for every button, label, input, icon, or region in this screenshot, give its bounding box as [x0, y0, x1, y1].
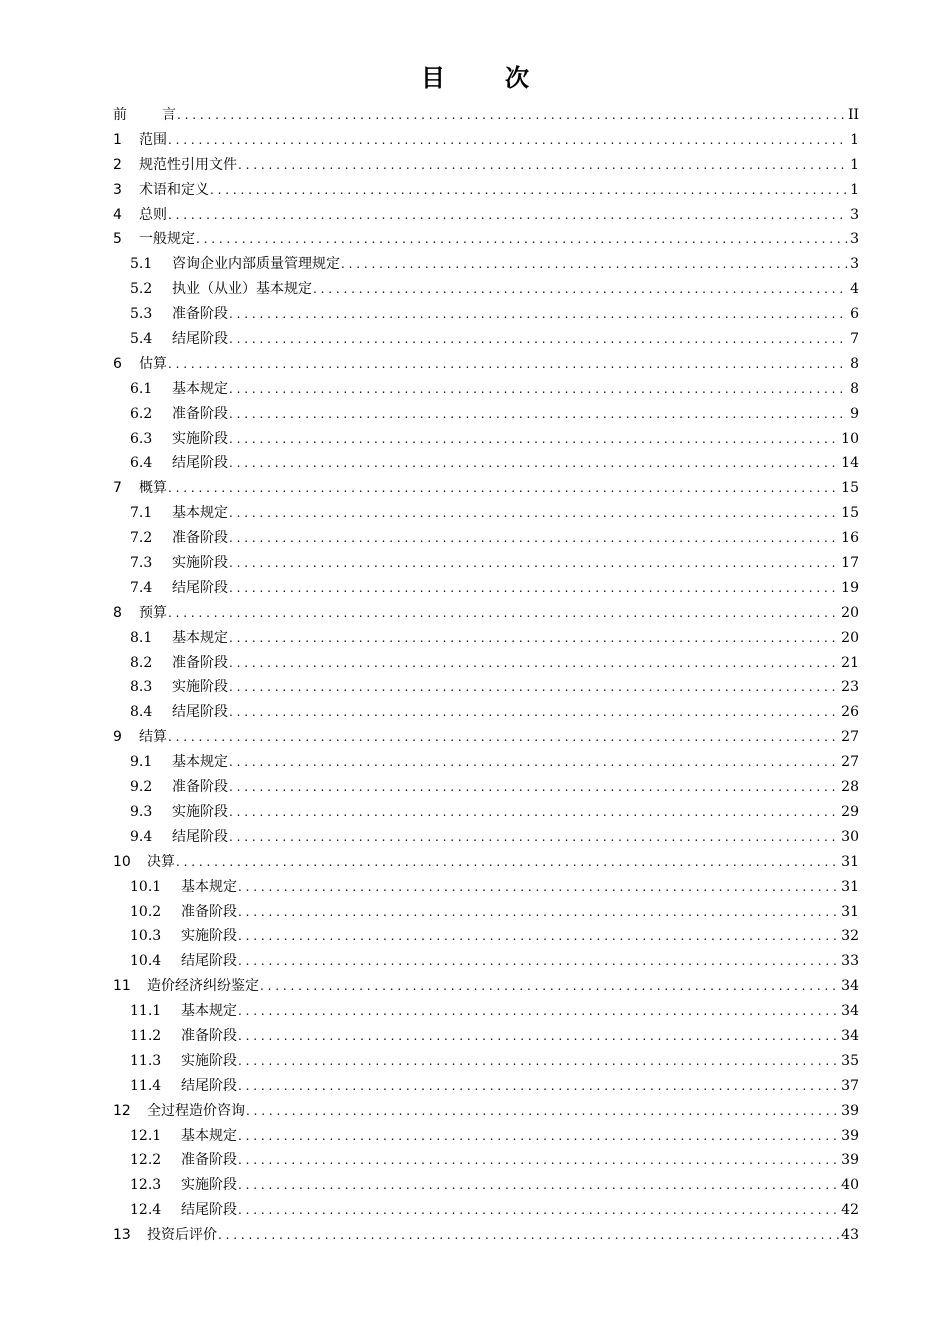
- toc-entry-label: 实施阶段: [172, 430, 228, 447]
- toc-entry-label: 结尾阶段: [172, 579, 228, 596]
- toc-entry-number: 11.1: [130, 1003, 162, 1020]
- toc-entry-number: 8.1: [130, 629, 153, 646]
- toc-leader-dots: [229, 800, 839, 825]
- toc-entry-label: 实施阶段: [181, 928, 237, 945]
- toc-entry-page: 27: [841, 754, 859, 771]
- toc-entry-label: 准备阶段: [181, 1152, 237, 1169]
- toc-leader-dots: [229, 377, 848, 402]
- toc-leader-dots: [238, 1173, 839, 1198]
- toc-entry-section[interactable]: [113, 302, 859, 327]
- toc-entry-label: 执业（从业）基本规定: [172, 281, 312, 298]
- toc-entry-label: 基本规定: [172, 505, 228, 522]
- toc-entry-chapter[interactable]: [113, 153, 859, 178]
- toc-entry-chapter[interactable]: [113, 178, 859, 203]
- toc-leader-dots: [196, 227, 848, 252]
- toc-entry-number: 8.4: [130, 704, 153, 721]
- toc-entry-number: 2: [113, 156, 122, 173]
- toc-entry-label: 估算: [139, 355, 167, 372]
- toc-leader-dots: [238, 875, 839, 900]
- toc-entry-label: 结尾阶段: [172, 704, 228, 721]
- toc-entry-chapter[interactable]: [113, 1099, 859, 1124]
- toc-entry-label: 准备阶段: [172, 306, 228, 323]
- toc-entry-number: 10.4: [130, 953, 162, 970]
- toc-entry-number: 7.2: [130, 530, 153, 547]
- toc-entry-page: 28: [841, 779, 859, 796]
- toc-leader-dots: [238, 1198, 839, 1223]
- toc-entry-section[interactable]: [113, 1124, 859, 1149]
- toc-entry-page: 30: [841, 828, 859, 845]
- toc-leader-dots: [229, 327, 848, 352]
- toc-entry-page: 34: [841, 1003, 859, 1020]
- toc-entry-page: 8: [850, 380, 859, 397]
- toc-entry-label: 准备阶段: [172, 405, 228, 422]
- toc-entry-page: 7: [850, 331, 859, 348]
- toc-entry-label: 前 言: [113, 107, 176, 123]
- toc-entry-label: 基本规定: [181, 1003, 237, 1020]
- toc-entry-label: 概算: [139, 480, 167, 497]
- toc-entry-chapter[interactable]: [113, 974, 859, 999]
- toc-leader-dots: [229, 626, 839, 651]
- toc-entry-page: 39: [841, 1152, 859, 1169]
- toc-entry-section[interactable]: [113, 924, 859, 949]
- toc-entry-page: II: [847, 107, 859, 123]
- toc-leader-dots: [229, 675, 839, 700]
- toc-leader-dots: [168, 601, 839, 626]
- toc-entry-number: 12.4: [130, 1202, 162, 1219]
- toc-entry-section[interactable]: [113, 675, 859, 700]
- toc-entry-foreword[interactable]: [113, 103, 859, 128]
- toc-leader-dots: [238, 1074, 839, 1099]
- toc-entry-label: 投资后评价: [147, 1227, 217, 1244]
- toc-title-char-1: 目: [421, 64, 445, 92]
- toc-entry-section[interactable]: [113, 551, 859, 576]
- toc-entry-page: 43: [841, 1227, 859, 1244]
- toc-entry-page: 8: [850, 355, 859, 372]
- toc-entry-number: 7.4: [130, 579, 153, 596]
- toc-entry-label: 范围: [139, 131, 167, 148]
- toc-leader-dots: [229, 427, 839, 452]
- toc-entry-number: 11.3: [130, 1052, 162, 1069]
- toc-entry-number: 11.4: [130, 1077, 162, 1094]
- toc-leader-dots: [238, 900, 839, 925]
- toc-entry-page: 6: [850, 306, 859, 323]
- toc-entry-label: 总则: [139, 206, 167, 223]
- toc-entry-number: 6.2: [130, 405, 153, 422]
- toc-entry-section[interactable]: [113, 626, 859, 651]
- toc-title-char-2: 次: [505, 64, 529, 92]
- toc-entry-section[interactable]: [113, 1024, 859, 1049]
- toc-leader-dots: [229, 302, 848, 327]
- toc-leader-dots: [260, 974, 839, 999]
- toc-entry-number: 10.1: [130, 878, 162, 895]
- toc-entry-label: 预算: [139, 604, 167, 621]
- toc-entry-chapter[interactable]: [113, 476, 859, 501]
- toc-entry-label: 决算: [147, 853, 175, 870]
- toc-entry-page: 39: [841, 1102, 859, 1119]
- toc-entry-page: 40: [841, 1177, 859, 1194]
- toc-title: [0, 62, 950, 94]
- toc-leader-dots: [218, 1223, 839, 1248]
- toc-entry-label: 结尾阶段: [181, 1077, 237, 1094]
- toc-leader-dots: [229, 750, 839, 775]
- toc-entry-section[interactable]: [113, 1049, 859, 1074]
- toc-entry-number: 13: [113, 1227, 131, 1244]
- toc-entry-number: 5.4: [130, 331, 153, 348]
- toc-entry-label: 实施阶段: [181, 1052, 237, 1069]
- toc-leader-dots: [168, 725, 839, 750]
- toc-entry-number: 4: [113, 206, 122, 223]
- toc-leader-dots: [229, 651, 839, 676]
- toc-entry-section[interactable]: [113, 949, 859, 974]
- toc-entry-number: 8: [113, 604, 122, 621]
- toc-entry-page: 31: [841, 903, 859, 920]
- toc-entry-page: 35: [841, 1052, 859, 1069]
- toc-entry-number: 10: [113, 853, 131, 870]
- toc-entry-page: 27: [841, 729, 859, 746]
- toc-entry-page: 31: [841, 878, 859, 895]
- toc-entry-number: 9.3: [130, 803, 153, 820]
- toc-entry-number: 5.3: [130, 306, 153, 323]
- toc-leader-dots: [229, 451, 839, 476]
- toc-entry-number: 5: [113, 231, 122, 248]
- toc-entry-number: 7: [113, 480, 122, 497]
- toc-entry-number: 12: [113, 1102, 131, 1119]
- toc-entry-page: 1: [850, 131, 859, 148]
- toc-entry-page: 19: [841, 579, 859, 596]
- toc-entry-label: 实施阶段: [172, 803, 228, 820]
- toc-entry-page: 42: [841, 1202, 859, 1219]
- toc-entry-section[interactable]: [113, 800, 859, 825]
- toc-entry-section[interactable]: [113, 377, 859, 402]
- toc-entry-label: 一般规定: [139, 231, 195, 248]
- toc-entry-section[interactable]: [113, 576, 859, 601]
- toc-entry-number: 10.3: [130, 928, 162, 945]
- toc-leader-dots: [210, 178, 848, 203]
- toc-entry-page: 39: [841, 1127, 859, 1144]
- toc-leader-dots: [229, 700, 839, 725]
- toc-entry-page: 26: [841, 704, 859, 721]
- toc-entry-chapter[interactable]: [113, 352, 859, 377]
- toc-entry-page: 21: [841, 654, 859, 671]
- toc-leader-dots: [168, 203, 848, 228]
- toc-entry-label: 结尾阶段: [172, 455, 228, 472]
- toc-entry-number: 12.2: [130, 1152, 162, 1169]
- toc-entry-chapter[interactable]: [113, 128, 859, 153]
- toc-entry-page: 15: [841, 480, 859, 497]
- toc-entry-page: 1: [850, 156, 859, 173]
- toc-entry-page: 31: [841, 853, 859, 870]
- toc-entry-label: 准备阶段: [181, 903, 237, 920]
- toc-entry-label: 实施阶段: [181, 1177, 237, 1194]
- toc-leader-dots: [238, 999, 839, 1024]
- toc-entry-label: 基本规定: [181, 1127, 237, 1144]
- toc-entry-number: 7.3: [130, 555, 153, 572]
- toc-leader-dots: [168, 352, 848, 377]
- toc-entry-section[interactable]: [113, 526, 859, 551]
- toc-entry-label: 结尾阶段: [181, 1202, 237, 1219]
- toc-leader-dots: [238, 949, 839, 974]
- toc-entry-section[interactable]: [113, 277, 859, 302]
- toc-entry-page: 29: [841, 803, 859, 820]
- toc-entry-section[interactable]: [113, 999, 859, 1024]
- toc-entry-number: 6.4: [130, 455, 153, 472]
- toc-entry-label: 基本规定: [172, 629, 228, 646]
- toc-entry-section[interactable]: [113, 501, 859, 526]
- toc-entry-number: 6.1: [130, 380, 153, 397]
- toc-entry-number: 5.1: [130, 256, 153, 273]
- toc-entry-section[interactable]: [113, 1173, 859, 1198]
- toc-entry-number: 9.2: [130, 779, 153, 796]
- toc-entry-number: 12.1: [130, 1127, 162, 1144]
- toc-entry-number: 11: [113, 978, 131, 995]
- toc-entry-number: 8.2: [130, 654, 153, 671]
- toc-leader-dots: [229, 501, 839, 526]
- toc-leader-dots: [229, 402, 848, 427]
- table-of-contents: [113, 103, 859, 1248]
- toc-entry-section[interactable]: [113, 900, 859, 925]
- toc-leader-dots: [168, 128, 848, 153]
- toc-entry-section[interactable]: [113, 451, 859, 476]
- toc-entry-label: 结尾阶段: [172, 828, 228, 845]
- toc-leader-dots: [341, 252, 848, 277]
- toc-entry-page: 33: [841, 953, 859, 970]
- toc-entry-section[interactable]: [113, 825, 859, 850]
- toc-leader-dots: [238, 1148, 839, 1173]
- toc-entry-section[interactable]: [113, 775, 859, 800]
- toc-entry-chapter[interactable]: [113, 601, 859, 626]
- toc-entry-section[interactable]: [113, 327, 859, 352]
- toc-leader-dots: [238, 1049, 839, 1074]
- toc-entry-label: 实施阶段: [172, 679, 228, 696]
- toc-leader-dots: [229, 551, 839, 576]
- toc-entry-page: 17: [841, 555, 859, 572]
- toc-entry-number: 8.3: [130, 679, 153, 696]
- toc-entry-chapter[interactable]: [113, 227, 859, 252]
- toc-entry-page: 9: [850, 405, 859, 422]
- toc-entry-label: 准备阶段: [172, 530, 228, 547]
- toc-entry-number: 11.2: [130, 1027, 162, 1044]
- toc-leader-dots: [177, 103, 846, 128]
- toc-entry-page: 20: [841, 604, 859, 621]
- toc-entry-section[interactable]: [113, 427, 859, 452]
- toc-entry-number: 6: [113, 355, 122, 372]
- toc-entry-page: 23: [841, 679, 859, 696]
- toc-entry-page: 16: [841, 530, 859, 547]
- toc-leader-dots: [176, 850, 839, 875]
- toc-leader-dots: [238, 1024, 839, 1049]
- toc-entry-number: 9.1: [130, 754, 153, 771]
- toc-entry-label: 准备阶段: [181, 1027, 237, 1044]
- toc-leader-dots: [313, 277, 848, 302]
- toc-entry-label: 全过程造价咨询: [147, 1102, 245, 1119]
- toc-leader-dots: [238, 1124, 839, 1149]
- toc-entry-number: 1: [113, 131, 122, 148]
- toc-entry-label: 术语和定义: [139, 181, 209, 198]
- toc-entry-page: 3: [850, 256, 859, 273]
- toc-entry-label: 规范性引用文件: [139, 156, 237, 173]
- toc-leader-dots: [229, 576, 839, 601]
- toc-entry-label: 准备阶段: [172, 779, 228, 796]
- toc-entry-number: 7.1: [130, 505, 153, 522]
- toc-entry-label: 结算: [139, 729, 167, 746]
- toc-leader-dots: [229, 526, 839, 551]
- toc-entry-label: 造价经济纠纷鉴定: [147, 978, 259, 995]
- toc-leader-dots: [229, 775, 839, 800]
- toc-entry-page: 1: [850, 181, 859, 198]
- toc-entry-section[interactable]: [113, 750, 859, 775]
- toc-entry-page: 3: [850, 206, 859, 223]
- toc-entry-label: 实施阶段: [172, 555, 228, 572]
- toc-entry-label: 准备阶段: [172, 654, 228, 671]
- toc-entry-chapter[interactable]: [113, 1223, 859, 1248]
- toc-entry-chapter[interactable]: [113, 203, 859, 228]
- toc-leader-dots: [238, 153, 848, 178]
- toc-entry-number: 3: [113, 181, 122, 198]
- toc-entry-label: 基本规定: [172, 380, 228, 397]
- toc-entry-page: 15: [841, 505, 859, 522]
- toc-entry-label: 结尾阶段: [172, 331, 228, 348]
- toc-entry-page: 14: [841, 455, 859, 472]
- toc-entry-label: 结尾阶段: [181, 953, 237, 970]
- toc-entry-page: 32: [841, 928, 859, 945]
- toc-entry-section[interactable]: [113, 1148, 859, 1173]
- toc-entry-label: 基本规定: [181, 878, 237, 895]
- toc-entry-page: 20: [841, 629, 859, 646]
- toc-entry-number: 5.2: [130, 281, 153, 298]
- toc-entry-page: 3: [850, 231, 859, 248]
- toc-entry-page: 34: [841, 978, 859, 995]
- toc-entry-label: 咨询企业内部质量管理规定: [172, 256, 340, 273]
- toc-entry-section[interactable]: [113, 1074, 859, 1099]
- toc-entry-chapter[interactable]: [113, 850, 859, 875]
- toc-leader-dots: [238, 924, 839, 949]
- toc-entry-page: 37: [841, 1077, 859, 1094]
- toc-entry-page: 34: [841, 1027, 859, 1044]
- toc-entry-section[interactable]: [113, 402, 859, 427]
- toc-leader-dots: [246, 1099, 839, 1124]
- toc-entry-number: 6.3: [130, 430, 153, 447]
- toc-entry-label: 基本规定: [172, 754, 228, 771]
- toc-leader-dots: [168, 476, 839, 501]
- toc-entry-chapter[interactable]: [113, 725, 859, 750]
- toc-entry-section[interactable]: [113, 875, 859, 900]
- toc-leader-dots: [229, 825, 839, 850]
- toc-entry-page: 10: [841, 430, 859, 447]
- toc-entry-section[interactable]: [113, 252, 859, 277]
- toc-entry-page: 4: [850, 281, 859, 298]
- toc-entry-number: 9: [113, 729, 122, 746]
- toc-entry-number: 9.4: [130, 828, 153, 845]
- toc-entry-section[interactable]: [113, 1198, 859, 1223]
- toc-entry-section[interactable]: [113, 700, 859, 725]
- toc-entry-number: 12.3: [130, 1177, 162, 1194]
- toc-entry-number: 10.2: [130, 903, 162, 920]
- toc-entry-section[interactable]: [113, 651, 859, 676]
